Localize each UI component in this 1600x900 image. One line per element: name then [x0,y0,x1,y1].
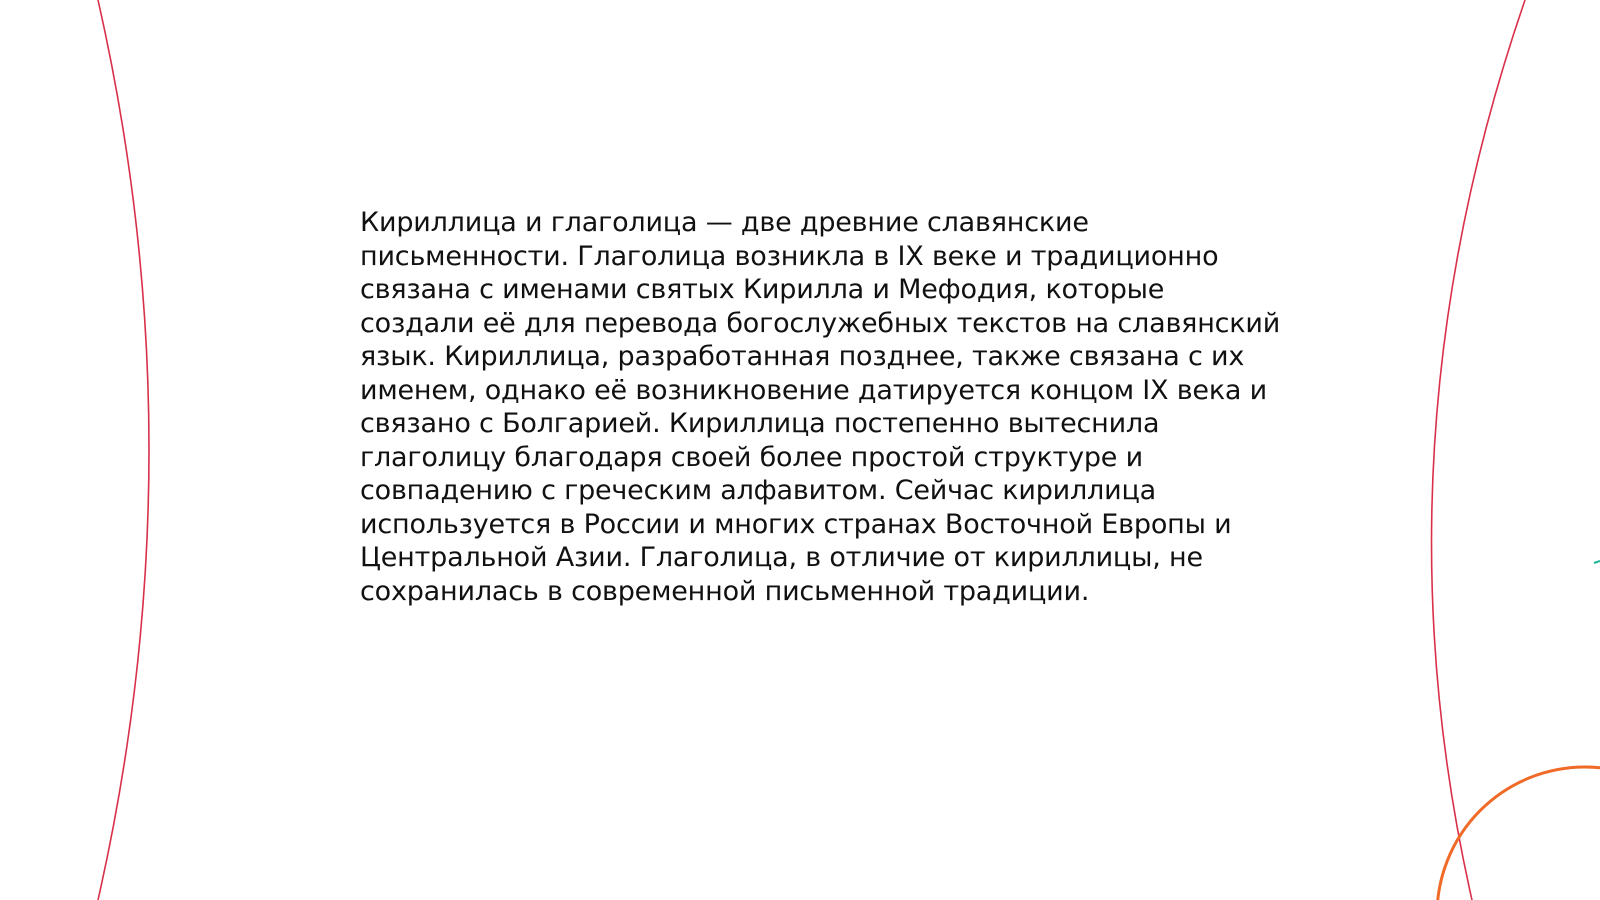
paragraph-line: именем, однако её возникновение датируется концом IX века и [360,374,1268,406]
paragraph-line: Кириллица и глаголица — две древние славянские [360,207,1089,238]
paragraph-line: совпадению с греческим алфавитом. Сейчас кириллица [360,475,1156,506]
paragraph-line: связана с именами святых Кирилла и Мефодия, которые [360,274,1165,305]
paragraph-line: сохранилась в современной письменной традиции. [360,575,1090,607]
teal-tick [1594,561,1600,563]
paragraph-line: язык. Кириллица, разработанная позднее, также связана с их [360,341,1245,372]
paragraph-line: создали её для перевода богослужебных текстов на славянский [360,307,1281,339]
paragraph-line: используется в России и многих странах Восточной Европы и [360,508,1232,540]
paragraph-line: связано с Болгарией. Кириллица постепенно вытеснила [360,408,1160,439]
paragraph-line: глаголицу благодаря своей более простой структуре и [360,441,1143,473]
orange-circle [1437,767,1600,900]
left-arc [98,0,149,900]
paragraph-line: Центральной Азии. Глаголица, в отличие от кириллицы, не [360,542,1203,573]
paragraph-line: письменности. Глаголица возникла в IX веке и традиционно [360,240,1219,272]
right-arc [1432,0,1525,900]
body-paragraph [360,206,1281,608]
